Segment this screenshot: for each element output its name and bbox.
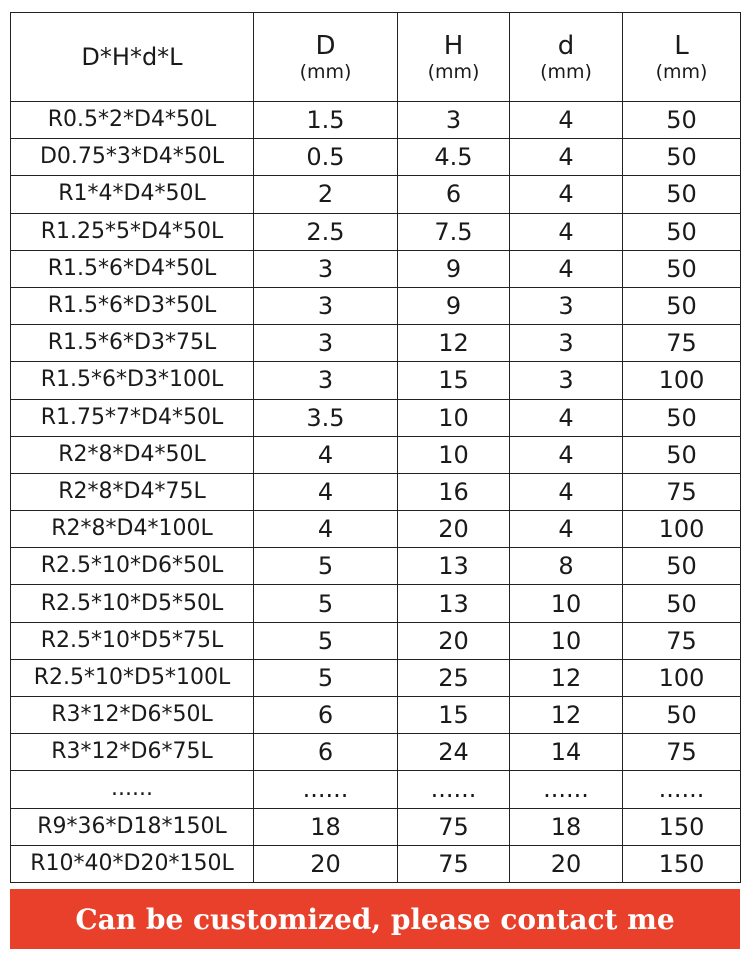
cell-L: 75	[623, 622, 741, 659]
table-body	[11, 102, 741, 883]
table-row	[11, 473, 741, 510]
table-row	[11, 399, 741, 436]
cell-D: 3	[254, 362, 398, 399]
cell-model: D0.75*3*D4*50L	[11, 139, 254, 176]
cell-model: R3*12*D6*75L	[11, 734, 254, 771]
cell-model: R1.5*6*D3*100L	[11, 362, 254, 399]
table-row	[11, 436, 741, 473]
cell-model: R2*8*D4*50L	[11, 436, 254, 473]
cell-H: 9	[398, 250, 510, 287]
header-unit: (mm)	[299, 61, 352, 83]
cell-d: 4	[510, 102, 623, 139]
cell-L: 50	[623, 399, 741, 436]
table-row	[11, 845, 741, 882]
table-row	[11, 362, 741, 399]
table-row	[11, 325, 741, 362]
table-row	[11, 808, 741, 845]
cell-d: 4	[510, 399, 623, 436]
cell-H: 10	[398, 399, 510, 436]
contact-banner	[10, 889, 740, 949]
cell-d: 4	[510, 473, 623, 510]
table-row	[11, 659, 741, 696]
cell-H: 16	[398, 473, 510, 510]
cell-D: 3	[254, 250, 398, 287]
cell-d: 3	[510, 325, 623, 362]
header-cell-D	[254, 13, 398, 102]
cell-D: 5	[254, 622, 398, 659]
table-row	[11, 622, 741, 659]
cell-D: 0.5	[254, 139, 398, 176]
table-row	[11, 213, 741, 250]
cell-D: 6	[254, 734, 398, 771]
cell-L: ......	[623, 771, 741, 808]
cell-model: ......	[11, 771, 254, 808]
cell-d: 12	[510, 697, 623, 734]
cell-D: 4	[254, 473, 398, 510]
cell-d: 4	[510, 436, 623, 473]
cell-model: R2.5*10*D5*50L	[11, 585, 254, 622]
spec-table	[10, 12, 741, 883]
cell-H: 4.5	[398, 139, 510, 176]
header-label: L	[674, 31, 689, 61]
cell-L: 75	[623, 325, 741, 362]
cell-d: 20	[510, 845, 623, 882]
cell-d: 4	[510, 250, 623, 287]
cell-L: 50	[623, 548, 741, 585]
cell-d: 4	[510, 176, 623, 213]
cell-model: R1.25*5*D4*50L	[11, 213, 254, 250]
table-row	[11, 102, 741, 139]
table-row	[11, 697, 741, 734]
cell-L: 50	[623, 176, 741, 213]
table-row	[11, 511, 741, 548]
spec-sheet	[10, 12, 740, 883]
cell-L: 75	[623, 473, 741, 510]
cell-L: 50	[623, 697, 741, 734]
table-row	[11, 139, 741, 176]
cell-d: 3	[510, 362, 623, 399]
cell-d: 4	[510, 511, 623, 548]
cell-D: 5	[254, 585, 398, 622]
cell-H: 15	[398, 362, 510, 399]
header-label: D*H*d*L	[81, 43, 183, 71]
cell-H: 6	[398, 176, 510, 213]
cell-D: ......	[254, 771, 398, 808]
table-row	[11, 250, 741, 287]
cell-D: 1.5	[254, 102, 398, 139]
cell-L: 75	[623, 734, 741, 771]
cell-L: 50	[623, 585, 741, 622]
cell-D: 2.5	[254, 213, 398, 250]
cell-d: 4	[510, 139, 623, 176]
header-cell-d	[510, 13, 623, 102]
cell-D: 5	[254, 659, 398, 696]
cell-model: R2*8*D4*100L	[11, 511, 254, 548]
cell-L: 50	[623, 287, 741, 324]
header-unit: (mm)	[427, 61, 480, 83]
header-cell-size	[11, 13, 254, 102]
cell-d: 10	[510, 622, 623, 659]
cell-model: R1*4*D4*50L	[11, 176, 254, 213]
cell-d: 10	[510, 585, 623, 622]
cell-d: 14	[510, 734, 623, 771]
cell-model: R1.5*6*D3*50L	[11, 287, 254, 324]
cell-H: 20	[398, 511, 510, 548]
table-row	[11, 771, 741, 808]
cell-d: 12	[510, 659, 623, 696]
header-label: H	[443, 31, 464, 61]
cell-D: 5	[254, 548, 398, 585]
cell-L: 50	[623, 250, 741, 287]
header-cell-H	[398, 13, 510, 102]
header-label: D	[315, 31, 336, 61]
cell-H: 24	[398, 734, 510, 771]
cell-D: 4	[254, 436, 398, 473]
header-label: d	[557, 31, 575, 61]
cell-H: 75	[398, 808, 510, 845]
header-unit: (mm)	[540, 61, 592, 83]
cell-d: 18	[510, 808, 623, 845]
cell-model: R2*8*D4*75L	[11, 473, 254, 510]
cell-L: 100	[623, 362, 741, 399]
cell-H: 12	[398, 325, 510, 362]
table-row	[11, 734, 741, 771]
cell-H: ......	[398, 771, 510, 808]
cell-H: 13	[398, 585, 510, 622]
cell-D: 3.5	[254, 399, 398, 436]
cell-model: R2.5*10*D6*50L	[11, 548, 254, 585]
header-row	[11, 13, 741, 102]
cell-L: 150	[623, 845, 741, 882]
table-row	[11, 585, 741, 622]
cell-D: 6	[254, 697, 398, 734]
cell-H: 10	[398, 436, 510, 473]
cell-d: ......	[510, 771, 623, 808]
header-unit: (mm)	[655, 61, 708, 83]
table-row	[11, 287, 741, 324]
cell-model: R3*12*D6*50L	[11, 697, 254, 734]
cell-H: 20	[398, 622, 510, 659]
cell-D: 20	[254, 845, 398, 882]
cell-D: 4	[254, 511, 398, 548]
table-row	[11, 176, 741, 213]
cell-model: R9*36*D18*150L	[11, 808, 254, 845]
cell-d: 8	[510, 548, 623, 585]
cell-d: 3	[510, 287, 623, 324]
cell-L: 150	[623, 808, 741, 845]
cell-H: 75	[398, 845, 510, 882]
cell-d: 4	[510, 213, 623, 250]
cell-H: 13	[398, 548, 510, 585]
cell-H: 7.5	[398, 213, 510, 250]
cell-L: 100	[623, 511, 741, 548]
cell-D: 18	[254, 808, 398, 845]
cell-D: 3	[254, 287, 398, 324]
cell-H: 3	[398, 102, 510, 139]
cell-model: R0.5*2*D4*50L	[11, 102, 254, 139]
cell-model: R10*40*D20*150L	[11, 845, 254, 882]
cell-model: R1.75*7*D4*50L	[11, 399, 254, 436]
cell-L: 50	[623, 139, 741, 176]
cell-H: 25	[398, 659, 510, 696]
cell-model: R2.5*10*D5*75L	[11, 622, 254, 659]
cell-D: 3	[254, 325, 398, 362]
cell-L: 50	[623, 436, 741, 473]
cell-model: R1.5*6*D4*50L	[11, 250, 254, 287]
cell-L: 50	[623, 102, 741, 139]
cell-model: R2.5*10*D5*100L	[11, 659, 254, 696]
cell-L: 100	[623, 659, 741, 696]
header-cell-L	[623, 13, 741, 102]
table-header	[11, 13, 741, 102]
banner-text: Can be customized, please contact me	[75, 902, 675, 936]
cell-L: 50	[623, 213, 741, 250]
cell-D: 2	[254, 176, 398, 213]
table-row	[11, 548, 741, 585]
cell-model: R1.5*6*D3*75L	[11, 325, 254, 362]
cell-H: 9	[398, 287, 510, 324]
cell-H: 15	[398, 697, 510, 734]
